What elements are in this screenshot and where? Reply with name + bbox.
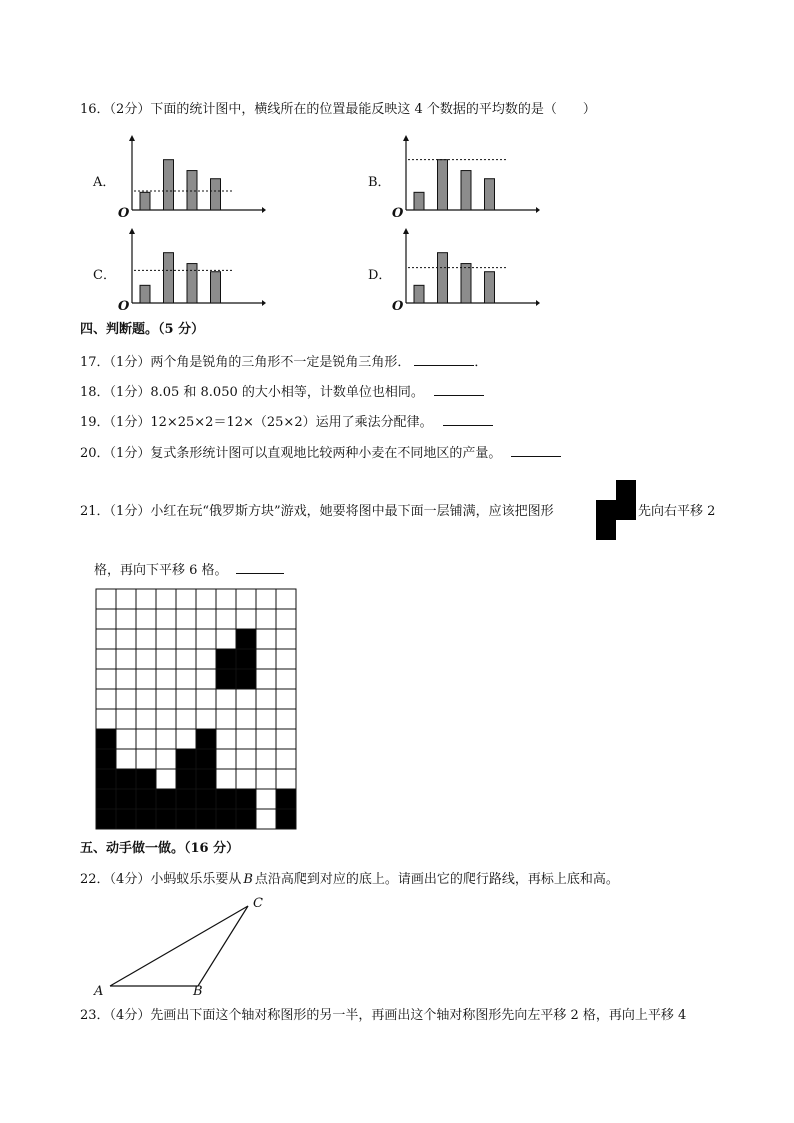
grid-cell [136, 709, 156, 729]
grid-cell-filled [196, 749, 216, 769]
grid-cell [156, 729, 176, 749]
chart-bar [438, 253, 448, 303]
grid-cell [256, 729, 276, 749]
grid-cell [96, 669, 116, 689]
grid-cell-filled [176, 789, 196, 809]
grid-cell-filled [156, 789, 176, 809]
grid-cell [276, 629, 296, 649]
question-19-text: 19．（1分）12×25×2＝12×（25×2）运用了乘法分配律。 [80, 415, 433, 430]
question-21-line2-text: 格，再向下平移 6 格。 [94, 563, 228, 578]
grid-cell [156, 689, 176, 709]
grid-cell-filled [216, 789, 236, 809]
grid-cell [256, 609, 276, 629]
chart-bar [164, 160, 174, 210]
question-21-line2 [94, 561, 284, 580]
grid-cell [136, 629, 156, 649]
option-d-label: D． [368, 268, 392, 283]
answer-blank-17[interactable] [414, 353, 474, 366]
grid-cell [216, 729, 236, 749]
grid-cell-filled [96, 809, 116, 829]
grid-cell-filled [196, 809, 216, 829]
grid-cell [256, 669, 276, 689]
grid-cell-filled [176, 749, 196, 769]
grid-cell [236, 709, 256, 729]
grid-cell-filled [116, 789, 136, 809]
grid-cell [196, 589, 216, 609]
chart-bar [187, 264, 197, 303]
grid-cell-filled [96, 789, 116, 809]
question-21-cont: 先向右平移 2 [638, 504, 716, 519]
grid-cell [236, 689, 256, 709]
grid-cell-filled [276, 789, 296, 809]
grid-cell [256, 689, 276, 709]
grid-cell [96, 709, 116, 729]
grid-cell [216, 709, 236, 729]
grid-cell [116, 749, 136, 769]
chart-bar [211, 272, 221, 303]
grid-cell [116, 609, 136, 629]
question-17 [80, 353, 487, 372]
grid-cell [236, 769, 256, 789]
section-5-title: 五、动手做一做。（16 分） [80, 841, 240, 856]
triangle-vertex-c: C [253, 896, 263, 911]
grid-cell [216, 769, 236, 789]
grid-cell [136, 729, 156, 749]
grid-cell [136, 589, 156, 609]
grid-cell-filled [176, 769, 196, 789]
grid-cell [276, 749, 296, 769]
grid-cell [276, 649, 296, 669]
grid-cell [196, 649, 216, 669]
grid-cell [236, 749, 256, 769]
grid-cell [136, 689, 156, 709]
option-b-label: B． [368, 175, 391, 190]
chart-bar [187, 171, 197, 210]
question-18-text: 18．（1分）8.05 和 8.050 的大小相等，计数单位也相同。 [80, 385, 424, 400]
grid-cell [136, 609, 156, 629]
grid-cell [136, 749, 156, 769]
grid-cell [256, 769, 276, 789]
grid-cell-filled [236, 669, 256, 689]
question-22-text: 22．（4分）小蚂蚁乐乐要从 [80, 872, 242, 887]
grid-cell-filled [136, 789, 156, 809]
grid-cell [256, 629, 276, 649]
grid-cell [156, 649, 176, 669]
grid-cell [216, 629, 236, 649]
x-axis-arrow [536, 207, 540, 213]
option-a-origin: O [118, 206, 130, 221]
question-16: 16．（2分）下面的统计图中，横线所在的位置最能反映这 4 个数据的平均数的是（ ） [80, 102, 596, 117]
grid-cell [276, 729, 296, 749]
x-axis-arrow [262, 207, 266, 213]
option-c-label: C． [93, 268, 116, 283]
grid-cell-filled [276, 809, 296, 829]
grid-cell [256, 709, 276, 729]
y-axis-arrow [129, 135, 135, 141]
grid-cell [196, 609, 216, 629]
grid-cell [196, 669, 216, 689]
grid-cell-filled [136, 809, 156, 829]
grid-cell [96, 649, 116, 669]
grid-cell [96, 589, 116, 609]
triangle-vertex-b: B [193, 984, 203, 999]
grid-cell-filled [196, 729, 216, 749]
chart-bar [211, 179, 221, 210]
grid-cell-filled [216, 669, 236, 689]
triangle-figure [100, 900, 260, 992]
grid-cell [156, 709, 176, 729]
grid-cell [216, 749, 236, 769]
grid-cell [176, 609, 196, 629]
grid-cell [276, 589, 296, 609]
grid-cell [276, 709, 296, 729]
grid-cell [236, 589, 256, 609]
y-axis-arrow [403, 135, 409, 141]
grid-cell [256, 589, 276, 609]
tetris-grid [95, 588, 297, 830]
grid-cell [116, 589, 136, 609]
grid-cell-filled [96, 769, 116, 789]
chart-bar [140, 192, 150, 210]
grid-cell-filled [136, 769, 156, 789]
chart-bar [140, 285, 150, 303]
grid-cell [256, 649, 276, 669]
grid-cell [116, 729, 136, 749]
question-21-text: 21．（1分）小红在玩“俄罗斯方块”游戏，她要将图中最下面一层铺满，应该把图形 [80, 504, 554, 519]
grid-cell [176, 669, 196, 689]
chart-bar [414, 285, 424, 303]
grid-cell-filled [156, 809, 176, 829]
grid-cell [116, 649, 136, 669]
grid-cell [216, 609, 236, 629]
grid-cell [236, 609, 256, 629]
triangle-vertex-a: A [94, 984, 104, 999]
grid-cell [136, 649, 156, 669]
grid-cell-filled [236, 629, 256, 649]
grid-cell [96, 689, 116, 709]
grid-cell [136, 669, 156, 689]
option-c-origin: O [118, 299, 130, 314]
grid-cell [276, 689, 296, 709]
grid-cell [176, 649, 196, 669]
grid-cell [96, 629, 116, 649]
grid-cell [196, 709, 216, 729]
grid-cell [256, 749, 276, 769]
grid-cell [216, 589, 236, 609]
grid-cell-filled [176, 809, 196, 829]
grid-cell [116, 709, 136, 729]
grid-cell [176, 589, 196, 609]
grid-cell [116, 629, 136, 649]
grid-cell [256, 809, 276, 829]
question-17-tail: ． [474, 355, 488, 370]
grid-cell [96, 609, 116, 629]
grid-cell [156, 609, 176, 629]
question-18 [80, 383, 484, 402]
grid-cell [176, 709, 196, 729]
chart-bar [485, 272, 495, 303]
question-22-text2: 点沿高爬到对应的底上。请画出它的爬行路线，再标上底和高。 [254, 872, 619, 887]
tetris-piece [596, 480, 636, 540]
question-23: 23．（4分）先画出下面这个轴对称图形的另一半，再画出这个轴对称图形先向左平移 2 格，再向上平移 4 [80, 1008, 687, 1023]
question-20-text: 20．（1分）复式条形统计图可以直观地比较两种小麦在不同地区的产量。 [80, 446, 502, 461]
grid-cell-filled [216, 649, 236, 669]
grid-cell [156, 749, 176, 769]
question-22 [80, 871, 619, 889]
option-a-label: A． [93, 175, 116, 190]
answer-blank-19[interactable] [443, 413, 493, 426]
grid-cell-filled [116, 809, 136, 829]
section-4-title: 四、判断题。（5 分） [80, 322, 205, 337]
chart-bar [461, 171, 471, 210]
grid-cell [156, 669, 176, 689]
option-c-chart [118, 228, 266, 310]
grid-cell [156, 589, 176, 609]
chart-bar [414, 192, 424, 210]
answer-blank-18[interactable] [434, 383, 484, 396]
grid-cell-filled [196, 769, 216, 789]
option-b-origin: O [392, 206, 404, 221]
grid-cell-filled [116, 769, 136, 789]
x-axis-arrow [262, 300, 266, 306]
option-d-chart [392, 228, 540, 310]
grid-cell [116, 689, 136, 709]
answer-blank-21[interactable] [236, 561, 284, 574]
answer-blank-20[interactable] [511, 444, 561, 457]
option-d-origin: O [392, 299, 404, 314]
chart-bar [485, 179, 495, 210]
grid-cell [236, 729, 256, 749]
grid-cell [176, 689, 196, 709]
grid-cell-filled [236, 649, 256, 669]
question-21 [80, 503, 554, 521]
grid-cell [156, 629, 176, 649]
grid-cell-filled [196, 789, 216, 809]
x-axis-arrow [536, 300, 540, 306]
option-a-chart [118, 135, 266, 217]
grid-cell [176, 729, 196, 749]
option-b-chart [392, 135, 540, 217]
grid-cell-filled [96, 749, 116, 769]
grid-cell-filled [236, 809, 256, 829]
grid-cell-filled [216, 809, 236, 829]
grid-cell [216, 689, 236, 709]
grid-cell [276, 669, 296, 689]
question-20 [80, 444, 561, 463]
grid-cell [256, 789, 276, 809]
grid-cell [176, 629, 196, 649]
grid-cell-filled [96, 729, 116, 749]
grid-cell [116, 669, 136, 689]
y-axis-arrow [403, 228, 409, 234]
chart-bar [461, 264, 471, 303]
question-17-text: 17．（1分）两个角是锐角的三角形不一定是锐角三角形． [80, 355, 411, 370]
grid-cell [156, 769, 176, 789]
question-22-point-b: B [243, 872, 253, 887]
chart-bar [164, 253, 174, 303]
grid-cell-filled [236, 789, 256, 809]
grid-cell [196, 689, 216, 709]
question-19 [80, 413, 493, 432]
y-axis-arrow [129, 228, 135, 234]
grid-cell [276, 769, 296, 789]
grid-cell [196, 629, 216, 649]
chart-bar [438, 160, 448, 210]
grid-cell [276, 609, 296, 629]
